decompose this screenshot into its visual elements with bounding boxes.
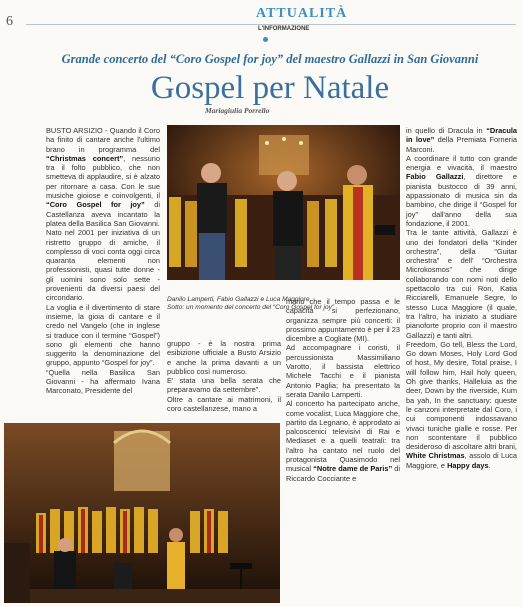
- article-column-3: mano che il tempo passa e le capacità si perfezionano, organizza sempre più concerti: il prossimo appuntamento è per il 23 dicembre a Cogliate (MI). Ad accompagnare i coristi, il percussionista Massimiliano Varotto, il bassista elettrico Michele Tacchi e il pianista Antonio Paglia; ha presentato la serata Danilo Lamperti. Al concerto ha partecipato anche, come vocalist, Luca Maggiore che, partito da Legnano, è approdato ai palcoscenici televisivi di Rai e Mediaset e a quelli teatrali: tra l'altro ha cantato nel ruolo del protagonista Quasimodo nel musical “Notre dame de Paris” di Riccardo Cocciante e: [286, 297, 400, 483]
- concert-photo-bottom: [4, 423, 280, 603]
- page-number: 6: [6, 14, 13, 29]
- article-column-1: BUSTO ARSIZIO - Quando il Coro ha finito di cantare anche l'ultimo brano in programma del “Christmas concert”, nessuno tra il folto pubblico, che non smetteva di applaudire, si è alzato per ritornare a casa. Con le sue musiche gioiose e coinvolgenti, il “Coro Gospel for joy” di Castellanza aveva incantato la platea della Basilica San Giovanni. Nato nel 2001 per iniziativa di un ristretto gruppo di amiche, il complesso di voci conta oggi circa quaranta elementi non professionisti, quasi tutte donne - gli uomini sono solo sette - provenienti da diversi paesi del circondario. La voglia e il divertimento di stare insieme, la gioia di cantare e il credo nel Vangelo (che in inglese si traduce con il termine “Gospel”) sono gli elementi che hanno suggerito la denominazione del gruppo, appunto “Gospel for joy”. “Quella nella Basilica San Giovanni - ha affermato Ivana Marconato, Presidente del: [46, 126, 160, 396]
- article-column-2: gruppo - è la nostra prima esibizione ufficiale a Busto Arsizio e anche la prima davanti a un pubblico così numeroso. E' stata una bella serata che preparavamo da settembre”. Oltre a cantare ai matrimoni, il coro castellanzese, mano a: [167, 339, 281, 414]
- article-headline: Gospel per Natale: [150, 70, 390, 106]
- section-dot-icon: [263, 37, 268, 42]
- article-kicker: Grande concerto del “Coro Gospel for joy” del maestro Gallazzi in San Giovanni: [61, 52, 479, 66]
- header-rule: [26, 24, 516, 25]
- article-byline: Mariagiulia Porrello: [205, 106, 270, 115]
- caption-sub: Sotto: un momento del concerto del “Coro Gospel for joy”: [167, 304, 335, 312]
- article-column-4: in quello di Dracula in “Dracula in love” della Premiata Forneria Marconi. A coordinare il tutto con grande energia e vivacità, il maestro Fabio Gallazzi, direttore e pianista bustocco di 39 anni, appassionato di musica sin da bambino, che dirige il “Gospel for joy” dall'anno della sua fondazione, il 2001. Tra le tante attività, Gallazzi è uno dei fondatori della “Kinder orchestra”, della “Guitar orchestra” e dell' “Orchestra Microkosmos” che dirige collaborando con nomi noti dello spettacolo tra cui Ron, Katia Ricciarelli, Emanuele Segre, lo stesso Luca Maggiore (il quale, tra l'altro, ha iniziato a studiare pianoforte proprio con il maestro Gallazzi) e tanti altri. Freedom, Go tell, Bless the Lord, Go down Moses, Holy Lord God of host, My desire, Total praise, I will follow him, Hail holy queen, Oh give thanks, Halleluia as the deer, Down by the riverside, Kum ba yah, In the sanctuary: queste le canzoni interpretate dal Coro, i cui componenti indossavano vivaci tuniche gialle e rosse. Per non scontentare il pubblico desideroso di ascoltare altri brani, White Christmas, assolo di Luca Maggiore, e Happy days.: [406, 126, 517, 470]
- concert-photo-top: [167, 125, 400, 280]
- section-title: ATTUALITÀ: [256, 6, 348, 21]
- caption-names: Danilo Lamperti, Fabio Gallazzi e Luca Maggiore.: [167, 296, 312, 303]
- section-subtitle: L'INFORMAZIONE: [258, 26, 310, 32]
- photo-caption: [167, 296, 335, 313]
